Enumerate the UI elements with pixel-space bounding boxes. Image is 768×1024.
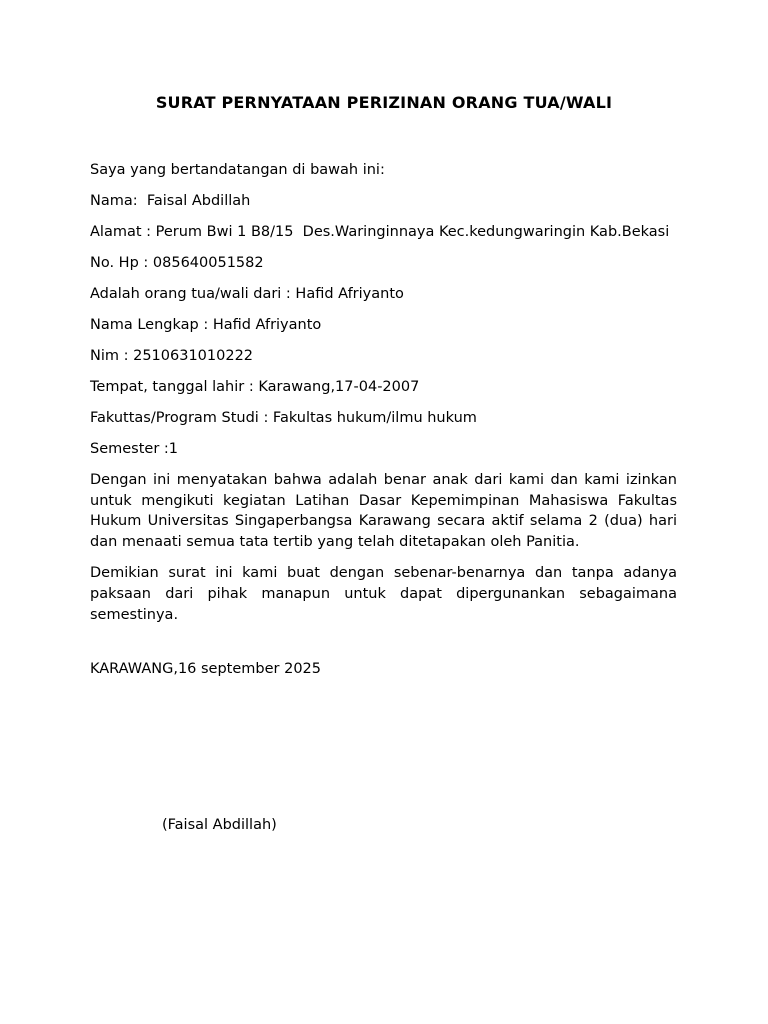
intro-line: Saya yang bertandatangan di bawah ini: bbox=[90, 162, 385, 178]
birth-place-date-line: Tempat, tanggal lahir : Karawang,17-04-2007 bbox=[90, 379, 420, 395]
closing-paragraph: Demikian surat ini kami buat dengan sebenar-benarnya dan tanpa adanya paksaan dari pihak manapun untuk dapat dipergunankan sebagaimana semestinya. bbox=[90, 565, 677, 623]
student-id-line: Nim : 2510631010222 bbox=[90, 348, 254, 364]
guardian-of-line: Adalah orang tua/wali dari : Hafid Afriyanto bbox=[90, 286, 404, 302]
statement-paragraph: Dengan ini menyatakan bahwa adalah benar anak dari kami dan kami izinkan untuk mengikuti kegiatan Latihan Dasar Kepemimpinan Mahasiswa Fakultas Hukum Universitas Singaperbangsa Karawang secara aktif selama 2 (dua) hari dan menaati semua tata tertib yang telah ditetapakan oleh Panitia. bbox=[90, 472, 677, 551]
semester-line: Semester :1 bbox=[90, 441, 179, 457]
signature-name: (Faisal Abdillah) bbox=[162, 817, 277, 833]
address-line: Alamat : Perum Bwi 1 B8/15 Des.Waringinnaya Kec.kedungwaringin Kab.Bekasi bbox=[90, 224, 670, 240]
place-date-line: KARAWANG,16 september 2025 bbox=[90, 661, 322, 678]
student-full-name-line: Nama Lengkap : Hafid Afriyanto bbox=[90, 317, 322, 333]
phone-line: No. Hp : 085640051582 bbox=[90, 255, 264, 271]
document-title: SURAT PERNYATAAN PERIZINAN ORANG TUA/WALI bbox=[155, 93, 613, 112]
parent-name-line: Nama: Faisal Abdillah bbox=[90, 193, 251, 209]
faculty-program-line: Fakuttas/Program Studi : Fakultas hukum/ilmu hukum bbox=[90, 410, 477, 426]
document-body bbox=[90, 160, 677, 680]
